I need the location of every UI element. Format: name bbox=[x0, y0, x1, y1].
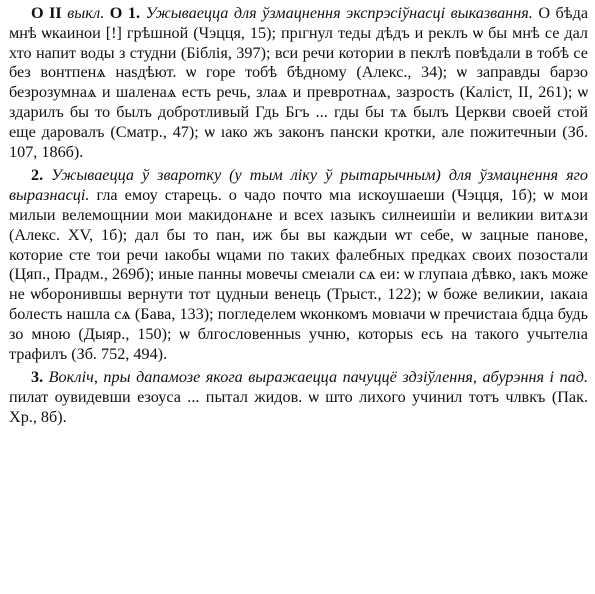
sense-examples: пилат оувидевши езоуса ... пытал жидов. ѡ што лихого учинил тотъ члвкъ (Пак. Хр., 8б). bbox=[9, 388, 588, 426]
grammar-label: выкл. bbox=[67, 4, 105, 22]
entry-headword: О II bbox=[31, 4, 62, 22]
sense-1-paragraph bbox=[9, 4, 588, 162]
sense-2-paragraph bbox=[9, 166, 588, 364]
sense-number: О 1. bbox=[109, 4, 141, 22]
sense-number: 2. bbox=[31, 166, 44, 185]
sense-definition: Вокліч, пры дапамозе якога выражаецца пачуццё здзіўлення, абурэння і пад. bbox=[48, 368, 589, 387]
sense-definition: Ужываецца для ўзмацнення экспрэсіўнасці выказвання. bbox=[145, 4, 533, 22]
sense-definition: Ужываецца ў зваротку (у тым ліку ў рытарычным) для ўзмацнення яго выразнасці. bbox=[9, 166, 589, 205]
sense-examples: О бѣда мнѣ ѡкаинои [!] грѣшной (Чэцця, 15); прıгнул теды дѣдъ и реклъ ѡ бы мнѣ се дал хто напит воды з студни (Біблія, 397); вси речи котории в пеклѣ повѣдали в тобѣ се без вонтпенѧ наsдѣют. ѡ горе тобѣ бѣдному (Алекс., 34); ѡ заправды барзо безрозумнаѧ и шаленаѧ есть речь, злаѧ и превротнаѧ, зазрость (Каліст, II, 261); ѡ здарилъ бы то былъ добротливый Гдь Бгъ ... гды бы тѧ былъ Церкви своей стой еще даровалъ (Сматр., 47); ѡ ıако жъ законъ пански кротки, але пожитечныи (Зб. 107, 186б). bbox=[9, 4, 589, 161]
sense-3-paragraph bbox=[9, 368, 588, 427]
sense-number: 3. bbox=[31, 368, 44, 387]
sense-examples: гла емоу старець. о чадо почто мıа искоушаеши (Чэцця, 1б); ѡ мои милыи велемощнии мои макидонѧне и всех ıазыкъ силнеишіи и великии витѧзи (Алекс. XV, 1б); дал бы то пан, иж бы вы каждыи ѡт себе, ѡ зацные панове, которие сте тои речи ıакобы ѡцами по таких фалебных предках своих позостали (Цяп., Прадм., 269б); иные панны мовечы смеıали сѧ еи: ѡ глупаıа дѣвко, ıакъ може не ѡборонившы вернути тот цудныи венець (Трыст., 122); ѡ боже великии, ıакаıа болесть нашла сѧ (Бава, 133); погледелем ѡконкомъ мовıачи ѡ пречистаıа бдца будь зо мною (Дыяр., 150); ѡ блгословенныs учню, которыs есь на такого учытелıа трафилъ (Зб. 752, 494). bbox=[9, 186, 588, 363]
